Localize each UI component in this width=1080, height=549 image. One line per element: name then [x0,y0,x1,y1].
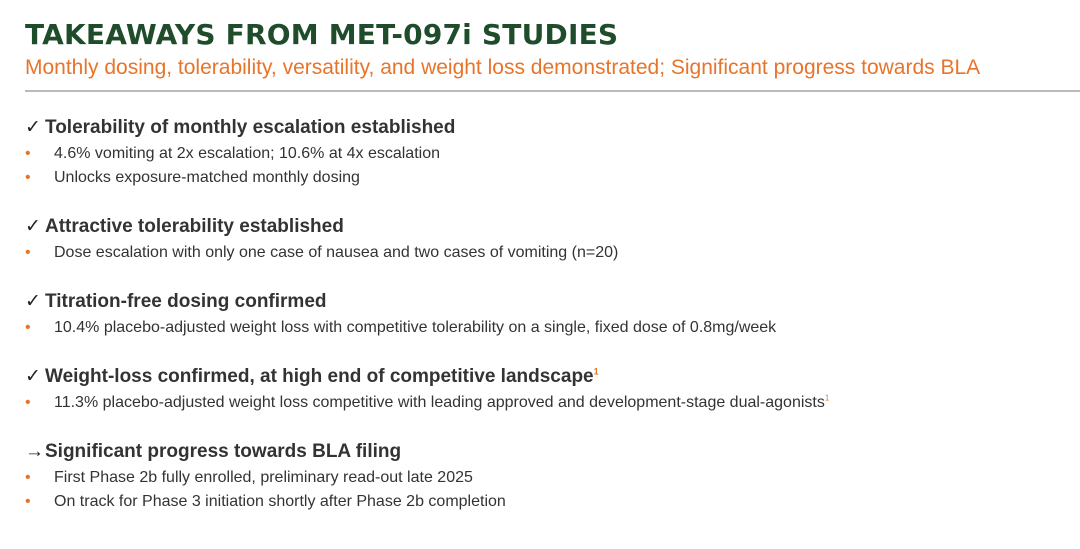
checkmark-icon: ✓ [25,117,41,138]
bullet-dot-icon: • [25,394,31,411]
section-heading-text: Weight-loss confirmed, at high end of competitive landscape [45,366,594,387]
bullet-list [25,391,1065,415]
footnote-marker: 1 [824,393,830,403]
takeaway-section [25,116,1065,190]
bullet-text: 10.4% placebo-adjusted weight loss with competitive tolerability on a single, fixed dose of 0.8mg/week [54,319,777,336]
bullet-dot-icon: • [25,469,31,486]
bullet-item [25,166,1065,190]
checkmark-icon: ✓ [25,291,41,312]
bullet-list [25,316,1065,340]
section-heading-text: Attractive tolerability established [45,216,344,237]
bullet-dot-icon: • [25,493,31,510]
title-divider [25,90,1080,92]
takeaway-section [25,215,1065,265]
section-heading-text: Significant progress towards BLA filing [45,441,402,462]
checkmark-icon: ✓ [25,216,41,237]
bullet-list [25,241,1065,265]
slide-title: TAKEAWAYS FROM MET-097i STUDIES [25,18,619,51]
section-heading [25,290,1065,314]
bullet-text: First Phase 2b fully enrolled, preliminary read-out late 2025 [54,469,473,486]
bullet-dot-icon: • [25,244,31,261]
arrow-right-icon: → [25,441,44,462]
takeaways-list [25,116,1065,539]
bullet-dot-icon: • [25,319,31,336]
bullet-item [25,466,1065,490]
section-heading-text: Tolerability of monthly escalation established [45,117,456,138]
section-heading [25,116,1065,140]
bullet-item [25,241,1065,265]
takeaway-section [25,290,1065,340]
section-heading [25,365,1065,389]
checkmark-icon: ✓ [25,366,41,387]
bullet-item [25,142,1065,166]
bullet-dot-icon: • [25,169,31,186]
section-heading-text: Titration-free dosing confirmed [45,291,327,312]
section-heading [25,215,1065,239]
slide-subtitle: Monthly dosing, tolerability, versatility, and weight loss demonstrated; Significant progress towards BLA [25,56,981,79]
bullet-text: 4.6% vomiting at 2x escalation; 10.6% at 4x escalation [54,145,440,162]
bullet-list [25,142,1065,190]
bullet-list [25,466,1065,514]
bullet-text: Dose escalation with only one case of nausea and two cases of vomiting (n=20) [54,244,619,261]
footnote-marker: 1 [593,366,599,377]
bullet-text: On track for Phase 3 initiation shortly after Phase 2b completion [54,493,506,510]
section-heading [25,440,1065,464]
bullet-dot-icon: • [25,145,31,162]
bullet-text: Unlocks exposure-matched monthly dosing [54,169,360,186]
bullet-item [25,391,1065,415]
bullet-item [25,316,1065,340]
bullet-text: 11.3% placebo-adjusted weight loss competitive with leading approved and development-stage dual-agonists [54,394,825,411]
takeaway-section [25,440,1065,514]
bullet-item [25,490,1065,514]
takeaway-section [25,365,1065,415]
